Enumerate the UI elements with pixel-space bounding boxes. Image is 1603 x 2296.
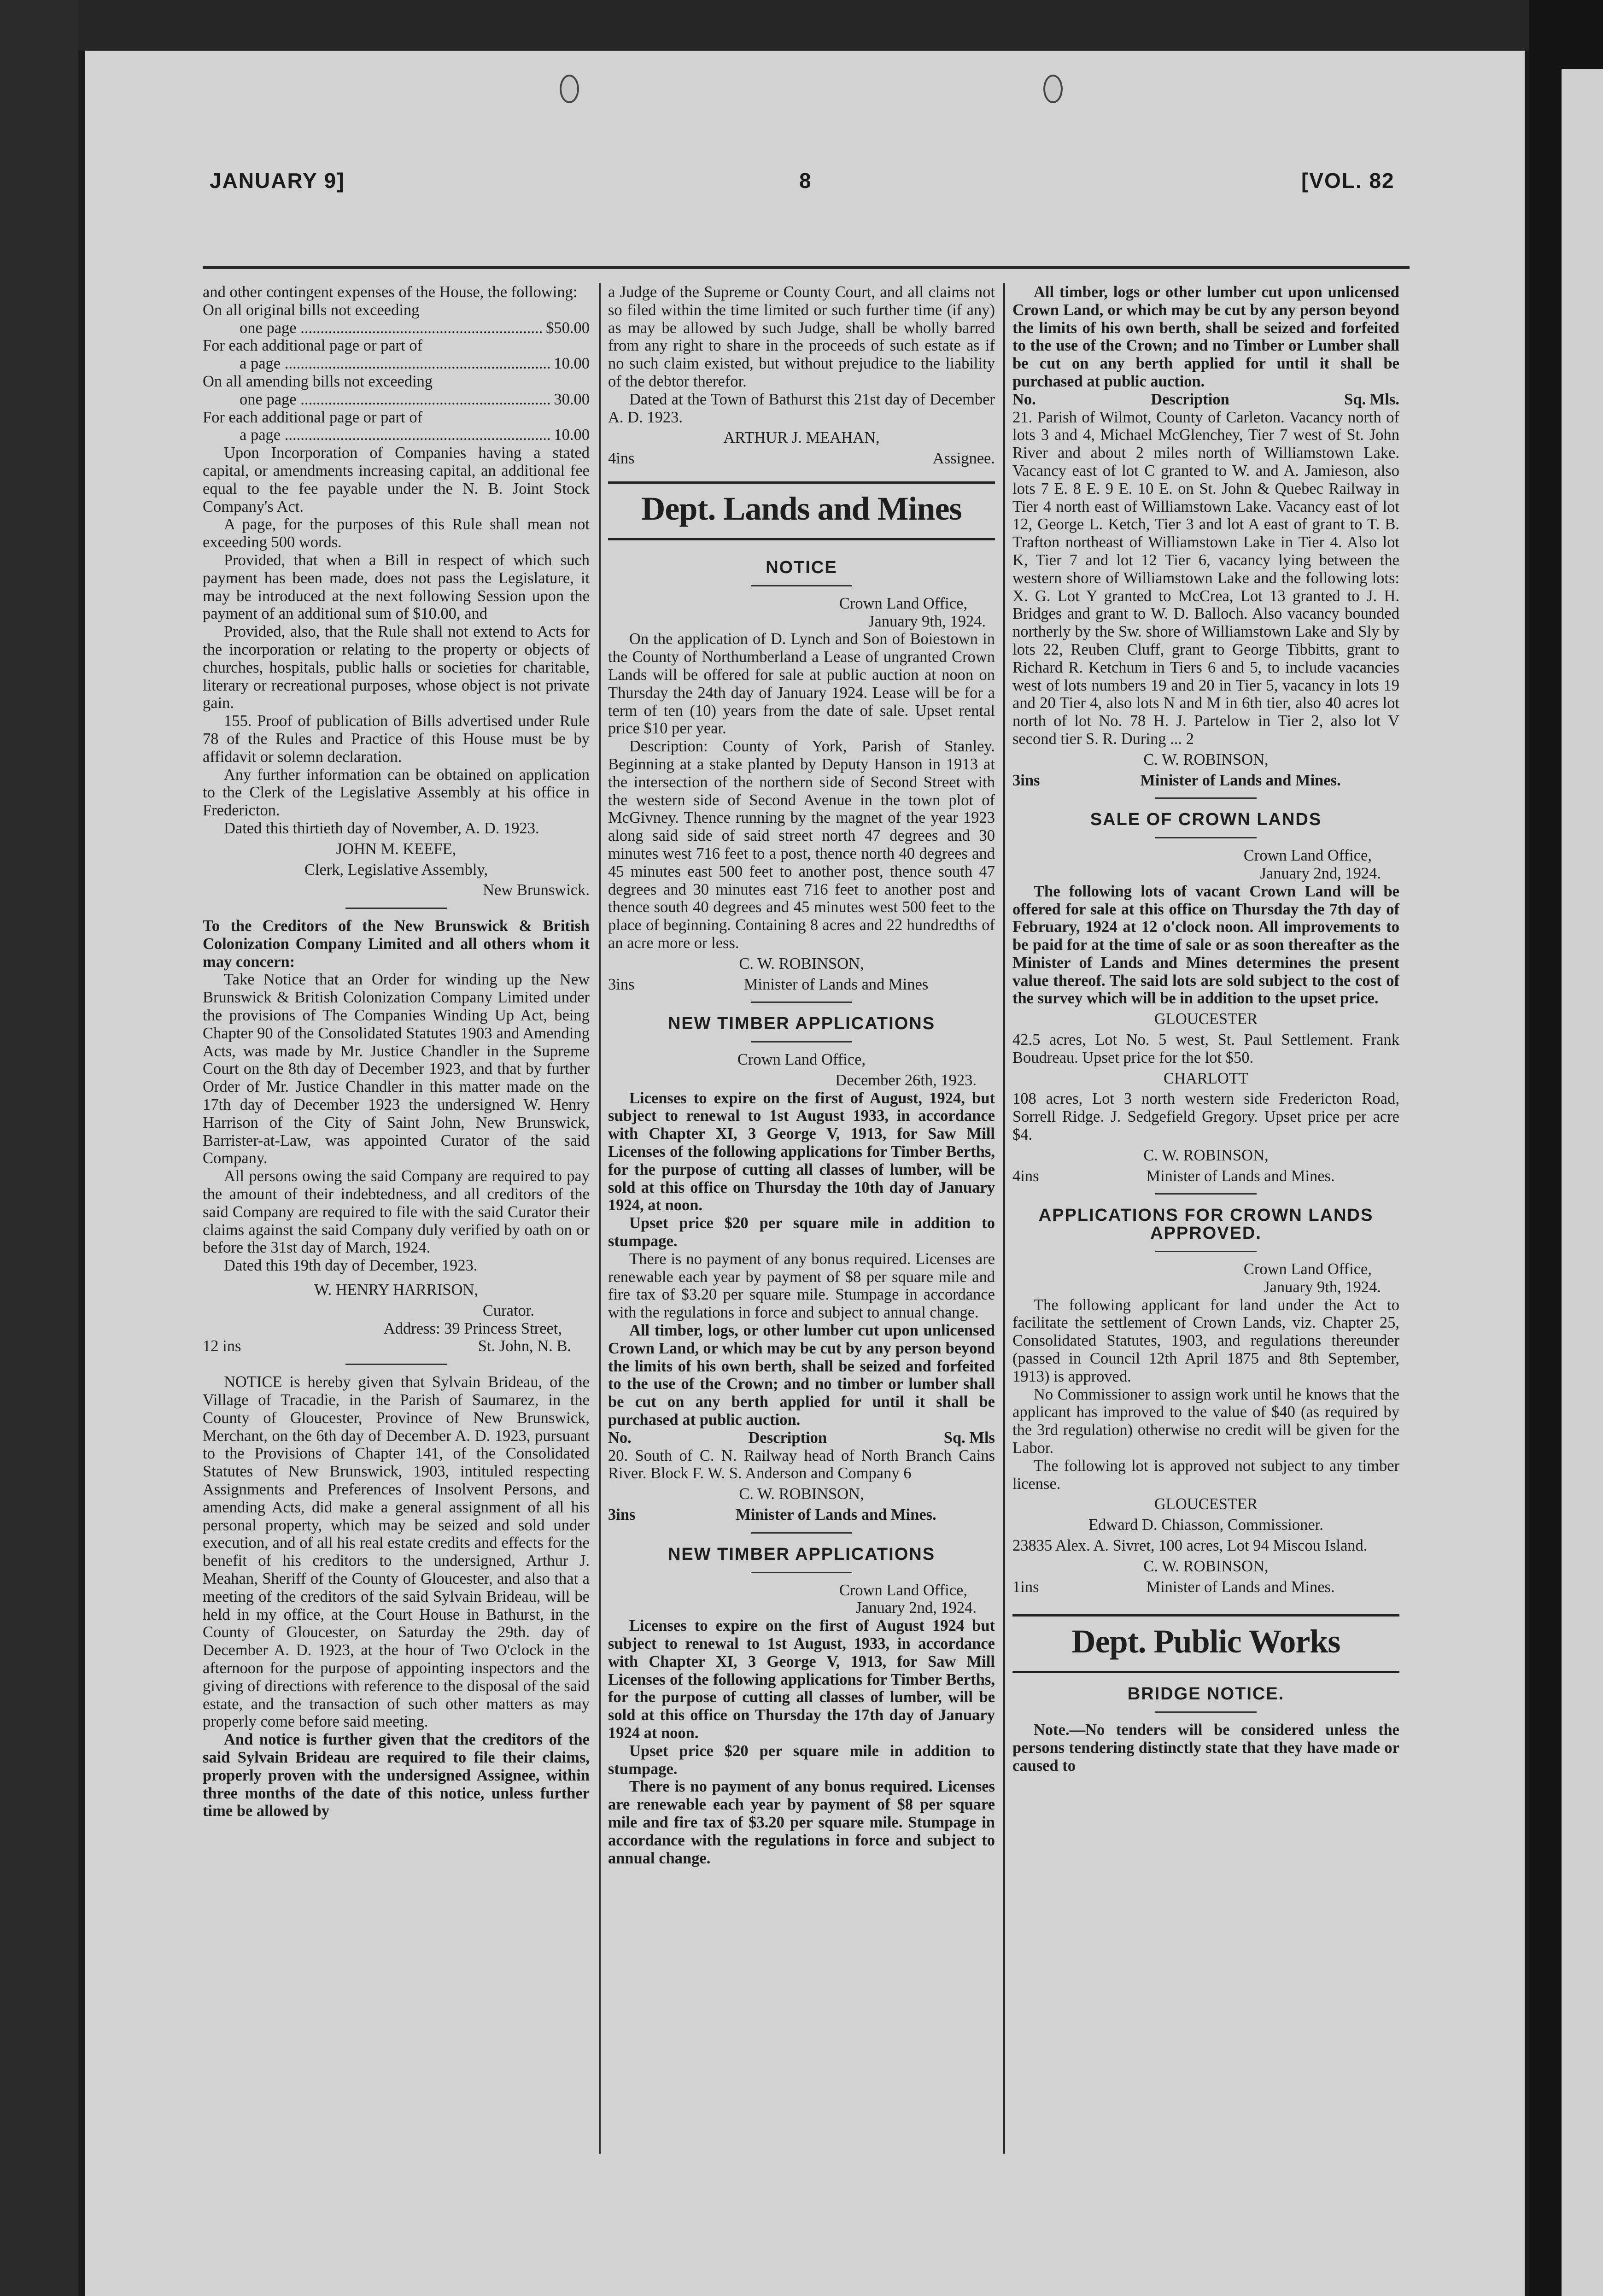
paragraph: NOTICE is hereby given that Sylvain Brideau, of the Village of Tracadie, in the Parish of Saumarez, in the County of Gloucester, Province of New Brunswick, Merchant, on the 6th day of December A. D. 1923, pursuant to the Provisions of Chapter 141, of the Consolidated Statutes of New Brunswick, 1903, intituled respecting Assignments and Preferences of Insolvent Persons, and amending Acts, did make a general assignment of all his personal property, which may be seized and sold under execution, and of all his real estate credits and effects for the benefit of his creditors to the undersigned, Arthur J. Meahan, Sheriff of the County of Gloucester, and also that a meeting of the creditors of the said Sylvain Brideau, will be held in my office, at the Court House in Bathurst, in the County of Gloucester, on Saturday the 29th. day of December A. D. 1923, at the hour of Two O'clock in the afternoon for the purpose of appointing inspectors and the giving of directions with reference to the disposal of the said estate, and the transaction of such other matters as may properly come before said meeting. <box>203 1373 590 1731</box>
paragraph: On the application of D. Lynch and Son of Boiestown in the County of Northumberland a Lease of ungranted Crown Lands will be offered for sale at public auction at noon on Thursday the 24th day of January 1924. Lease will be for a term of ten (10) years from the date of sale. Upset rental price $10 per year. <box>608 630 995 738</box>
timber-applications-heading: NEW TIMBER APPLICATIONS <box>667 1544 936 1564</box>
separator <box>751 1002 852 1003</box>
table-header: No. Description Sq. Mls <box>608 1429 995 1447</box>
separator <box>345 908 447 909</box>
paragraph: Dated at the Town of Bathurst this 21st day of December A. D. 1923. <box>608 390 995 426</box>
timber-applications-heading: NEW TIMBER APPLICATIONS <box>667 1014 936 1034</box>
paragraph: Take Notice that an Order for winding up the New Brunswick & British Colonization Company Limited under the provisions of The Companies Winding Up Act, being Chapter 90 of the Consolidated Statutes 1903 and Amending Acts, was made by Mr. Justice Chandler in the Supreme Court on the 8th day of December 1923, and that by further Order of Mr. Justice Chandler in this matter made on the 17th day of December 1923 the undersigned W. Henry Harrison of the City of Saint John, New Brunswick, Barrister-at-Law, was appointed Curator of the said Company. <box>203 971 590 1167</box>
separator <box>751 1572 852 1573</box>
paragraph: The following lots of vacant Crown Land will be offered for sale at this office on Thursday the 7th day of February, 1924 at 12 o'clock noon. All improvements to be paid for at the time of sale or as soon thereafter as the Minister of Lands and Mines determines the present value thereof. The said lots are sold subject to the cost of the survey which will be in addition to the upset price. <box>1012 882 1399 1007</box>
applications-approved-heading: APPLICATIONS FOR CROWN LANDS APPROVED. <box>1038 1206 1374 1243</box>
column-1 <box>203 283 590 1820</box>
minister-name: C. W. ROBINSON, <box>739 1485 864 1503</box>
separator <box>1155 837 1257 838</box>
date-line: December 26th, 1923. <box>835 1071 977 1089</box>
section-rule <box>608 538 995 540</box>
table-row: 20. South of C. N. Railway head of North Branch Cains River. Block F. W. S. Anderson and Company 6 <box>608 1447 995 1482</box>
curator-name: W. HENRY HARRISON, <box>314 1281 478 1299</box>
section-rule <box>1012 1671 1399 1673</box>
applicant-entry: 23835 Alex. A. Sivret, 100 acres, Lot 94 Miscou Island. <box>1012 1537 1368 1554</box>
minister-footer: 3ins Minister of Lands and Mines <box>608 975 929 993</box>
paragraph: Upset price $20 per square mile in addition to stumpage. <box>608 1742 995 1778</box>
paragraph: And notice is further given that the creditors of the said Sylvain Brideau are required to file their claims, properly proven with the undersigned Assignee, within three months of the date of this notice, unless further time be allowed by <box>203 1731 590 1820</box>
dept-lands-mines-title: Dept. Lands and Mines <box>641 490 962 527</box>
lot-entry: 42.5 acres, Lot No. 5 west, St. Paul Settlement. Frank Boudreau. Upset price for the lot $50. <box>1012 1031 1399 1066</box>
section-rule <box>1012 1614 1399 1617</box>
film-border-left <box>0 0 78 2296</box>
paragraph: The following lot is approved not subject to any timber license. <box>1012 1457 1399 1493</box>
paragraph: Provided, that when a Bill in respect of which such payment has been made, does not pass the Legislature, it may be introduced at the next following Session upon the payment of an additional sum of $10.00, and <box>203 551 590 623</box>
column-3 <box>1012 283 1399 1775</box>
paragraph: No Commissioner to assign work until he knows that the applicant has improved to the value of $40 (as required by the 3rd regulation) otherwise no credit will be given for the Labor. <box>1012 1385 1399 1457</box>
paragraph: Any further information can be obtained on application to the Clerk of the Legislative Assembly at his office in Fredericton. <box>203 766 590 820</box>
paragraph: 155. Proof of publication of Bills advertised under Rule 78 of the Rules and Practice of this House must be by affidavit or solemn declaration. <box>203 712 590 766</box>
paragraph: Licenses to expire on the first of August 1924 but subject to renewal to 1st August, 1933, in accordance with Chapter XI, 3 George V, 1913, for Saw Mill Licenses of the following applications for Timber Berths, for the purpose of cutting all classes of lumber, will be sold at this office on Thursday the 17th day of January 1924 at noon. <box>608 1617 995 1742</box>
paragraph: All timber, logs, or other lumber cut upon unlicensed Crown Land, or which may be cut by any person beyond the limits of his own berth, shall be seized and forfeited to the use of the Crown; and no timber or lumber shall be cut on any berth applied for until it shall be purchased at public auction. <box>608 1322 995 1429</box>
adjacent-page-edge <box>1562 69 1603 2296</box>
binding-hole-right <box>1043 75 1063 103</box>
county-heading: CHARLOTT <box>1164 1069 1248 1087</box>
minister-footer: 4ins Minister of Lands and Mines. <box>1012 1167 1335 1185</box>
commissioner-line: Edward D. Chiasson, Commissioner. <box>1088 1516 1323 1534</box>
separator <box>1155 797 1257 799</box>
paragraph: Dated this 19th day of December, 1923. <box>224 1257 478 1275</box>
table-row: 21. Parish of Wilmot, County of Carleton. Vacancy north of lots 3 and 4, Michael McGlenchey, Tier 7 west of St. John River and about 2 miles north of Williamstown Lake. Vacancy east of lot C granted to W. and A. Jamieson, also lots 7 E. 8 E. 9 E. 10 E. on St. John & Quebec Railway in Tier 4 north east of Williamstown Lake. Vacancy east of lot 12, George L. Ketch, Tier 3 and lot A east of grant to T. B. Trafton northeast of Williamstown Lake in Tier 4. Also lot K, Tier 7 and lot 12 Tier 6, vacancy lying between the western shore of Williamstown Lake and the following lots: X. G. Lot Y granted to McCrea, Lot 13 granted to J. H. Bridges and grant to W. D. Balloch. Also vacancy bounded northerly by the Sw. shore of Williamstown Lake and Sly by lots 22, Reuben Cluff, grant to George Tibbitts, grant to Richard R. Ketchum in Tiers 6 and 5, to include vacancies west of lots numbers 19 and 20 in Tier 5, vacancy in lots 19 and 20 Tier 4, also lots N and M in 6th tier, also 40 acres lot north of lot No. 78 H. J. Partelow in Tier 2, also lot V second tier S. R. During ... 2 <box>1012 408 1399 748</box>
paragraph: All persons owing the said Company are required to pay the amount of their indebtedness, and all creditors of the said Company are required to file with the said Curator their claims against the said Company duly verified by oath on or before the 31st day of March, 1924. <box>203 1167 590 1257</box>
date-line: January 2nd, 1924. <box>1260 864 1381 882</box>
minister-name: C. W. ROBINSON, <box>1143 750 1269 768</box>
paragraph: a Judge of the Supreme or County Court, and all claims not so filed within the time limited or such further time (if any) as may be allowed by such Judge, shall be wholly barred from any right to share in the proceeds of such estate as if no such claim existed, but without prejudice to the liability of the debtor therefor. <box>608 283 995 390</box>
county-heading: GLOUCESTER <box>1154 1495 1258 1513</box>
office-line: Crown Land Office, <box>1243 847 1372 865</box>
column-2 <box>608 283 995 1867</box>
separator <box>751 1532 852 1534</box>
date-line: January 2nd, 1924. <box>855 1599 977 1617</box>
curator-title: Curator. <box>482 1301 534 1319</box>
paragraph: Description: County of York, Parish of Stanley. Beginning at a stake planted by Deputy Hanson in 1913 at the intersection of the northern side of Second Street with the western side of Second Avenue in the town plot of McGivney. Thence running by the magnet of the year 1923 along said side of said street north 47 degrees and 30 minutes west 716 feet to a post, thence north 40 degrees and 45 minutes east 500 feet to another post, thence south 47 degrees and 30 minutes east 716 feet to another post and thence south 40 degrees and 45 minutes west 500 feet to the place of beginning. Containing 8 acres and 22 hundredths of an acre more or less. <box>608 738 995 952</box>
paragraph: The following applicant for land under the Act to facilitate the settlement of Crown Lands, viz. Chapter 25, Consolidated Statutes, 1903, and regulations thereunder (passed in Council 12th April 1875 and 8th September, 1913) is approved. <box>1012 1296 1399 1385</box>
dept-public-works-title: Dept. Public Works <box>1071 1623 1340 1660</box>
minister-name: C. W. ROBINSON, <box>1143 1557 1269 1575</box>
separator <box>1155 1251 1257 1252</box>
fee-item: For each additional page or part of a page ..... 10.00 <box>203 337 590 373</box>
separator <box>751 585 852 586</box>
minister-name: C. W. ROBINSON, <box>739 955 864 972</box>
signature-name: JOHN M. KEEFE, <box>336 840 456 858</box>
minister-footer: 3ins Minister of Lands and Mines. <box>608 1506 936 1524</box>
section-rule <box>608 481 995 484</box>
minister-name: C. W. ROBINSON, <box>1143 1146 1269 1164</box>
separator <box>1155 1711 1257 1713</box>
paragraph: Dated this thirtieth day of November, A. D. 1923. <box>224 819 539 837</box>
paragraph: There is no payment of any bonus required. Licenses are renewable each year by payment of $8 per square mile and fire tax of $3.20 per square mile. Stumpage in accordance with the regulations in force and subject to annual change. <box>608 1778 995 1867</box>
binding-hole-left <box>560 75 579 103</box>
paragraph: Upset price $20 per square mile in addition to stumpage. <box>608 1214 995 1250</box>
sale-crown-lands-heading: SALE OF CROWN LANDS <box>1090 810 1322 830</box>
paragraph: Licenses to expire on the first of August, 1924, but subject to renewal to 1st August 1933, in accordance with Chapter XI, 3 George V, 1913, for Saw Mill Licenses of the following applications for Timber Berths, for the purpose of cutting all classes of lumber, will be sold at this office on Thursday the 10th day of January 1924, at noon. <box>608 1089 995 1214</box>
fees-intro: and other contingent expenses of the House, the following: <box>203 283 578 301</box>
fee-item: For each additional page or part of a page ..... 10.00 <box>203 409 590 445</box>
separator <box>751 1041 852 1043</box>
lot-entry: 108 acres, Lot 3 north western side Fredericton Road, Sorrell Ridge. J. Sedgefield Gregory. Upset price per acre $4. <box>1012 1090 1399 1144</box>
date-line: January 9th, 1924. <box>1264 1278 1381 1296</box>
office-line: Crown Land Office, <box>839 1581 967 1599</box>
separator <box>1155 1193 1257 1195</box>
header-page-number: 8 <box>799 169 812 193</box>
separator <box>345 1364 447 1365</box>
creditors-heading: To the Creditors of the New Brunswick & British Colonization Company Limited and all others whom it may concern: <box>203 917 590 971</box>
assignee-name: ARTHUR J. MEAHAN, <box>723 429 880 447</box>
paragraph: Provided, also, that the Rule shall not extend to Acts for the incorporation or relating to the property or objects of churches, hospitals, public halls or societies for charitable, literary or recreational purposes, whose object is not private gain. <box>203 623 590 712</box>
bridge-notice-heading: BRIDGE NOTICE. <box>1127 1684 1285 1704</box>
curator-footer: 12 ins St. John, N. B. <box>203 1337 571 1355</box>
paragraph: All timber, logs or other lumber cut upon unlicensed Crown Land, or which may be cut by any person beyond the limits of his own berth, shall be seized and forfeited to the use of the Crown; and no Timber or Lumber shall be cut on any berth applied for until it shall be purchased at public auction. <box>1012 283 1399 390</box>
column-rule-1 <box>599 283 601 2154</box>
film-border-top <box>0 0 1603 51</box>
office-line: Crown Land Office, <box>839 594 967 612</box>
header-date: JANUARY 9] <box>210 169 345 193</box>
office-line: Crown Land Office, <box>737 1051 866 1069</box>
signature-title: Clerk, Legislative Assembly, <box>304 861 488 879</box>
paragraph: Note.—No tenders will be considered unless the persons tendering distinctly state that they have made or caused to <box>1012 1721 1399 1775</box>
fee-item: On all amending bills not exceeding one page ..... 30.00 <box>203 373 590 409</box>
paragraph: Upon Incorporation of Companies having a stated capital, or amendments increasing capital, an additional fee equal to the fee payable under the N. B. Joint Stock Company's Act. <box>203 444 590 515</box>
office-line: Crown Land Office, <box>1243 1260 1372 1278</box>
paragraph: There is no payment of any bonus required. Licenses are renewable each year by payment of $8 per square mile and fire tax of $3.20 per square mile. Stumpage in accordance with the regulations in force and subject to annual change. <box>608 1250 995 1322</box>
header-volume: [VOL. 82 <box>1301 169 1395 193</box>
fee-item: On all original bills not exceeding one page ..... $50.00 <box>203 301 590 337</box>
curator-address: Address: 39 Princess Street, <box>383 1319 562 1337</box>
signature-place: New Brunswick. <box>483 881 590 899</box>
paragraph: A page, for the purposes of this Rule shall mean not exceeding 500 words. <box>203 515 590 551</box>
county-heading: GLOUCESTER <box>1154 1010 1258 1028</box>
date-line: January 9th, 1924. <box>868 612 986 630</box>
column-rule-2 <box>1003 283 1005 2154</box>
assignee-footer: 4ins Assignee. <box>608 450 995 468</box>
table-header: No. Description Sq. Mls. <box>1012 390 1399 408</box>
minister-footer: 1ins Minister of Lands and Mines. <box>1012 1578 1335 1596</box>
minister-footer: 3ins Minister of Lands and Mines. <box>1012 771 1341 789</box>
notice-heading: NOTICE <box>766 557 837 577</box>
header-rule <box>203 266 1410 269</box>
